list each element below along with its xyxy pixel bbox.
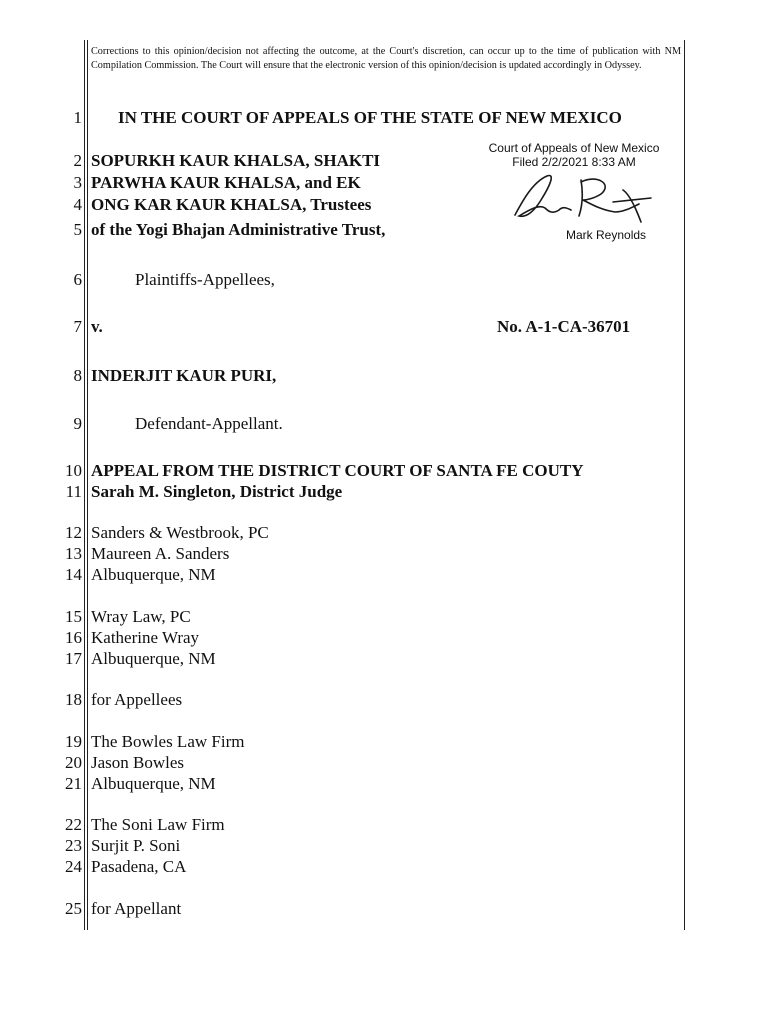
line-number: 2 (73, 151, 82, 170)
line-number: 13 (65, 544, 82, 563)
line-number: 16 (65, 628, 82, 647)
line-number: 20 (65, 753, 82, 772)
line-number: 6 (73, 270, 82, 289)
party-line: SOPURKH KAUR KHALSA, SHAKTI (91, 151, 381, 170)
line-number: 19 (65, 732, 82, 751)
line-number: 24 (65, 857, 82, 876)
line-number: 1 (73, 108, 82, 127)
counsel-line: The Bowles Law Firm (91, 732, 245, 751)
counsel-for: for Appellees (91, 690, 183, 709)
line-number: 17 (65, 649, 82, 668)
counsel-for: for Appellant (91, 899, 182, 918)
versus: v. (91, 317, 103, 336)
counsel-line: Katherine Wray (91, 628, 200, 647)
line-number: 15 (65, 607, 82, 626)
line-number: 23 (65, 836, 82, 855)
counsel-line: Albuquerque, NM (91, 649, 216, 668)
line-number: 9 (73, 414, 82, 433)
line-number: 14 (65, 565, 82, 584)
signature-image (505, 170, 655, 228)
line-number: 3 (73, 173, 82, 192)
counsel-line: Pasadena, CA (91, 857, 187, 876)
case-number: No. A-1-CA-36701 (497, 317, 631, 336)
signer-name: Mark Reynolds (566, 228, 647, 242)
counsel-line: The Soni Law Firm (91, 815, 225, 834)
corrections-notice: Corrections to this opinion/decision not affecting the outcome, at the Court's discretion, can occur up to the time of publication with NM Compilation Commission. The Court will ensure that the electronic version of this opinion/decision is updated accordingly in Odyssey. (91, 46, 681, 71)
stamp-filed: Filed 2/2/2021 8:33 AM (512, 155, 636, 169)
court-title: IN THE COURT OF APPEALS OF THE STATE OF NEW MEXICO (118, 108, 622, 127)
line-number: 25 (65, 899, 82, 918)
party-line: of the Yogi Bhajan Administrative Trust, (91, 220, 386, 239)
line-number: 21 (65, 774, 82, 793)
counsel-line: Albuquerque, NM (91, 774, 216, 793)
appeal-heading: APPEAL FROM THE DISTRICT COURT OF SANTA FE COUTY (91, 461, 584, 480)
counsel-line: Surjit P. Soni (91, 836, 181, 855)
party-line: PARWHA KAUR KHALSA, and EK (91, 173, 361, 192)
line-number: 12 (65, 523, 82, 542)
counsel-line: Wray Law, PC (91, 607, 191, 626)
stamp-court: Court of Appeals of New Mexico (488, 141, 660, 155)
line-number: 22 (65, 815, 82, 834)
right-margin-rule (684, 40, 685, 930)
line-number: 8 (73, 366, 82, 385)
line-number: 7 (73, 317, 82, 336)
party-line: ONG KAR KAUR KHALSA, Trustees (91, 195, 372, 214)
left-margin-rule-inner (87, 40, 88, 930)
judge-line: Sarah M. Singleton, District Judge (91, 482, 343, 501)
line-number: 4 (73, 195, 82, 214)
counsel-line: Jason Bowles (91, 753, 185, 772)
line-number: 5 (73, 220, 82, 239)
party-role: Plaintiffs-Appellees, (135, 270, 275, 289)
line-number: 11 (65, 482, 82, 501)
counsel-line: Albuquerque, NM (91, 565, 216, 584)
line-number: 10 (65, 461, 82, 480)
filing-stamp (468, 141, 680, 169)
left-margin-rule-outer (84, 40, 85, 930)
counsel-line: Sanders & Westbrook, PC (91, 523, 269, 542)
party-role: Defendant-Appellant. (135, 414, 283, 433)
counsel-line: Maureen A. Sanders (91, 544, 230, 563)
line-number: 18 (65, 690, 82, 709)
party-line: INDERJIT KAUR PURI, (91, 366, 277, 385)
